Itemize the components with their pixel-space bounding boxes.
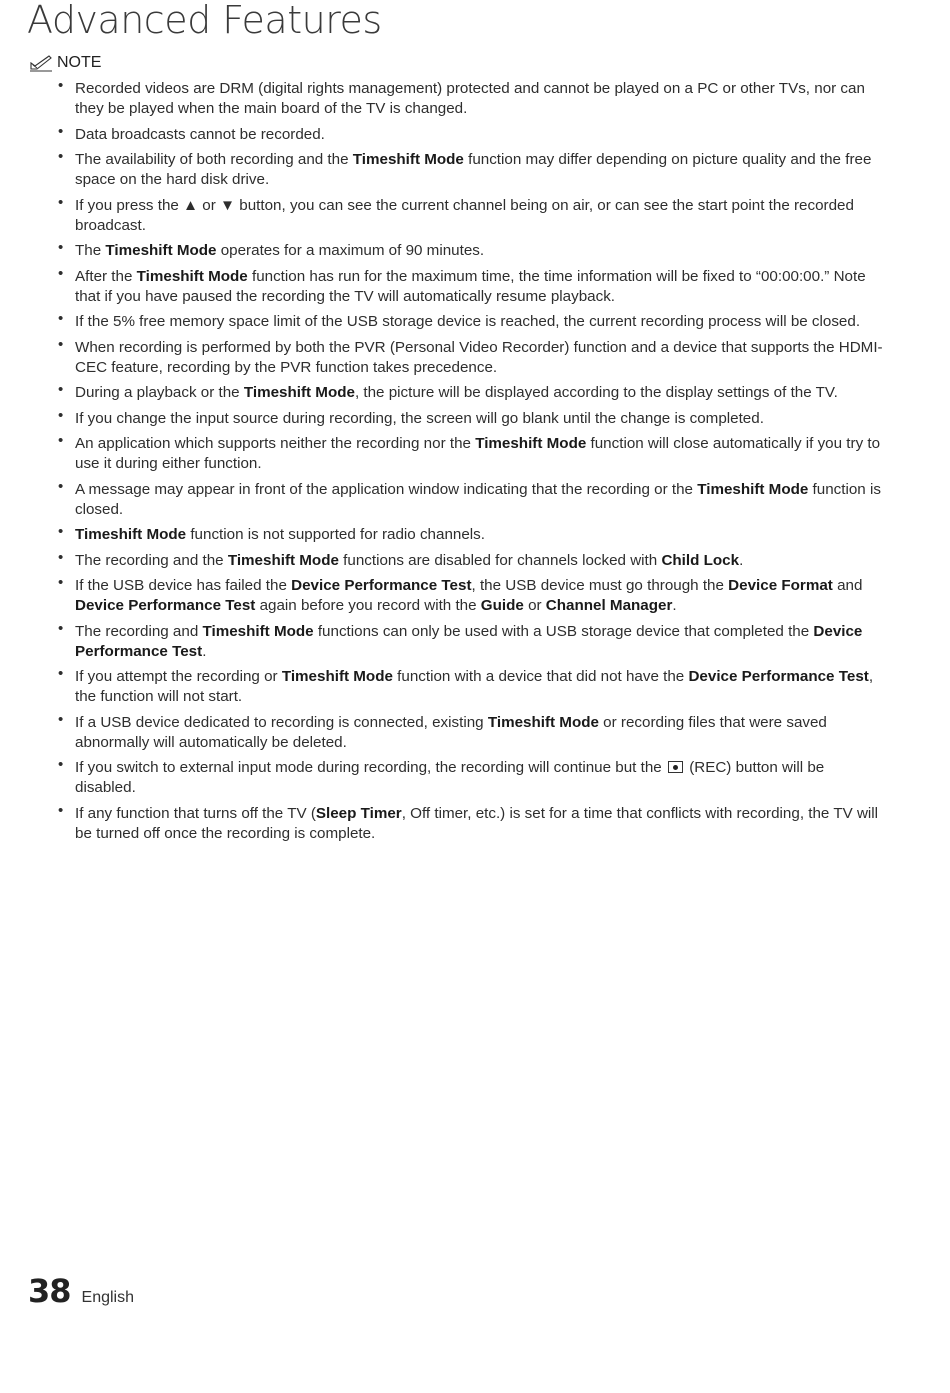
rec-button-icon	[668, 761, 683, 773]
note-text: .	[202, 642, 207, 660]
bullet-icon: •	[58, 77, 64, 94]
bold-term: Timeshift Mode	[227, 551, 339, 569]
note-text: If the USB device has failed the	[75, 577, 292, 594]
note-text: An application which supports neither the recording nor the	[75, 435, 476, 452]
note-text: The availability of both recording and the	[75, 151, 353, 168]
note-item	[58, 312, 883, 332]
bold-term: Timeshift Mode	[487, 713, 599, 731]
bold-term: Device Performance Test	[291, 577, 472, 594]
bold-term: Guide	[480, 597, 524, 614]
bold-term: Device Format	[728, 577, 833, 594]
note-text: functions can only be used with a USB storage device that completed the	[313, 622, 814, 640]
bold-term: Timeshift Mode	[136, 267, 248, 285]
note-text: .	[739, 551, 744, 569]
bullet-icon: •	[58, 548, 64, 566]
bullet-icon: •	[58, 335, 64, 353]
note-text: If you press the ▲ or ▼ button, you can see the current channel being on air, or can see the start point the recorded broadcast.	[75, 196, 854, 234]
bold-term: Timeshift Mode	[243, 384, 355, 401]
note-item	[58, 264, 883, 307]
pencil-note-icon	[29, 54, 53, 72]
bold-term: Channel Manager	[545, 597, 673, 614]
bullet-icon: •	[58, 665, 64, 682]
note-item	[58, 758, 883, 798]
bullet-icon: •	[58, 523, 64, 540]
bold-term: Sleep Timer	[315, 804, 402, 822]
note-text: , the function will not start.	[75, 668, 874, 705]
page-number: 38	[28, 1272, 71, 1310]
bullet-icon: •	[58, 406, 64, 424]
note-text: If you switch to external input mode during recording, the recording will continue but the	[75, 759, 666, 776]
note-text: During a playback or the	[75, 384, 244, 401]
note-item	[58, 619, 883, 662]
bullet-icon: •	[58, 756, 64, 773]
note-text: , Off timer, etc.) is set for a time that conflicts with recording, the TV will be turned off once the recording is complete.	[75, 804, 879, 842]
bullet-icon: •	[58, 477, 64, 495]
bold-term: Timeshift Mode	[697, 480, 809, 498]
note-item	[58, 576, 883, 616]
bullet-icon: •	[58, 801, 64, 819]
note-text: functions are disabled for channels locked with	[338, 551, 662, 569]
bullet-icon: •	[58, 239, 64, 256]
note-item	[58, 710, 883, 753]
bold-term: Timeshift Mode	[75, 526, 187, 543]
note-text: , the picture will be displayed according to the display settings of the TV.	[354, 384, 838, 401]
note-text: If any function that turns off the TV (	[75, 804, 316, 822]
bullet-icon: •	[58, 193, 64, 211]
bullet-icon: •	[58, 148, 64, 165]
note-item	[58, 150, 883, 190]
page-footer	[28, 1272, 134, 1316]
note-item	[58, 193, 883, 236]
page-language: English	[81, 1289, 135, 1306]
note-item	[58, 79, 883, 119]
bold-term: Device Performance Test	[688, 668, 869, 685]
note-item	[58, 122, 883, 145]
page-title: Advanced Features	[27, 0, 382, 42]
bullet-icon: •	[58, 619, 64, 637]
note-text: Recorded videos are DRM (digital rights management) protected and cannot be played on a PC or other TVs, nor can they be played when the main board of the TV is changed.	[75, 80, 865, 117]
note-item	[58, 667, 883, 707]
note-item	[58, 477, 883, 520]
bold-term: Timeshift Mode	[202, 622, 314, 640]
bold-term: Child Lock	[661, 551, 740, 569]
note-text: .	[672, 597, 677, 614]
bullet-icon: •	[58, 574, 64, 591]
note-label: NOTE	[57, 54, 102, 71]
note-item	[58, 548, 883, 571]
note-item	[58, 801, 883, 844]
note-item	[58, 241, 883, 261]
note-text: The	[75, 242, 106, 259]
bullet-icon: •	[58, 381, 64, 398]
bold-term: Device Performance Test	[75, 622, 863, 660]
bold-term: Timeshift Mode	[281, 668, 393, 685]
bold-term: Device Performance Test	[75, 597, 256, 614]
note-text: The recording and	[75, 622, 203, 640]
note-text: (REC) button will be disabled.	[75, 759, 825, 796]
bold-term: Timeshift Mode	[105, 242, 217, 259]
note-list	[58, 79, 883, 849]
note-text: Data broadcasts cannot be recorded.	[75, 125, 325, 143]
bold-term: Timeshift Mode	[475, 435, 587, 452]
note-text: , the USB device must go through the	[471, 577, 729, 594]
note-text: and	[832, 577, 863, 594]
bullet-icon: •	[58, 432, 64, 449]
note-text: If a USB device dedicated to recording is connected, existing	[75, 713, 488, 731]
bullet-icon: •	[58, 310, 64, 327]
note-text: function with a device that did not have the	[392, 668, 689, 685]
note-text: or recording files that were saved abnormally will automatically be deleted.	[75, 713, 827, 751]
note-text: function will close automatically if you try to use it during either function.	[75, 435, 881, 472]
note-header	[29, 52, 101, 74]
bold-term: Timeshift Mode	[352, 151, 464, 168]
bullet-icon: •	[58, 710, 64, 728]
note-text: function may differ depending on picture quality and the free space on the hard disk drive.	[75, 151, 872, 188]
bullet-icon: •	[58, 264, 64, 282]
note-text: The recording and the	[75, 551, 228, 569]
note-item	[58, 525, 883, 545]
note-text: If the 5% free memory space limit of the USB storage device is reached, the current recording process will be closed.	[75, 313, 861, 330]
note-item	[58, 434, 883, 474]
note-text: A message may appear in front of the application window indicating that the recording or the	[75, 480, 698, 498]
note-text: operates for a maximum of 90 minutes.	[216, 242, 485, 259]
note-text: function is not supported for radio channels.	[186, 526, 485, 543]
note-item	[58, 383, 883, 403]
note-text: function is closed.	[75, 480, 881, 518]
note-text: If you change the input source during recording, the screen will go blank until the change is completed.	[75, 409, 764, 427]
note-item	[58, 335, 883, 378]
note-text: After the	[75, 267, 137, 285]
bullet-icon: •	[58, 122, 64, 140]
note-text: When recording is performed by both the PVR (Personal Video Recorder) function and a device that supports the HDMI-CEC feature, recording by the PVR function takes precedence.	[75, 338, 883, 376]
note-text: function has run for the maximum time, the time information will be fixed to “00:00:00.” Note that if you have paused the recording the TV will automatically resume playback.	[75, 267, 866, 305]
note-text: again before you record with the	[255, 597, 481, 614]
note-item	[58, 406, 883, 429]
note-text: If you attempt the recording or	[75, 668, 282, 685]
note-text: or	[523, 597, 546, 614]
